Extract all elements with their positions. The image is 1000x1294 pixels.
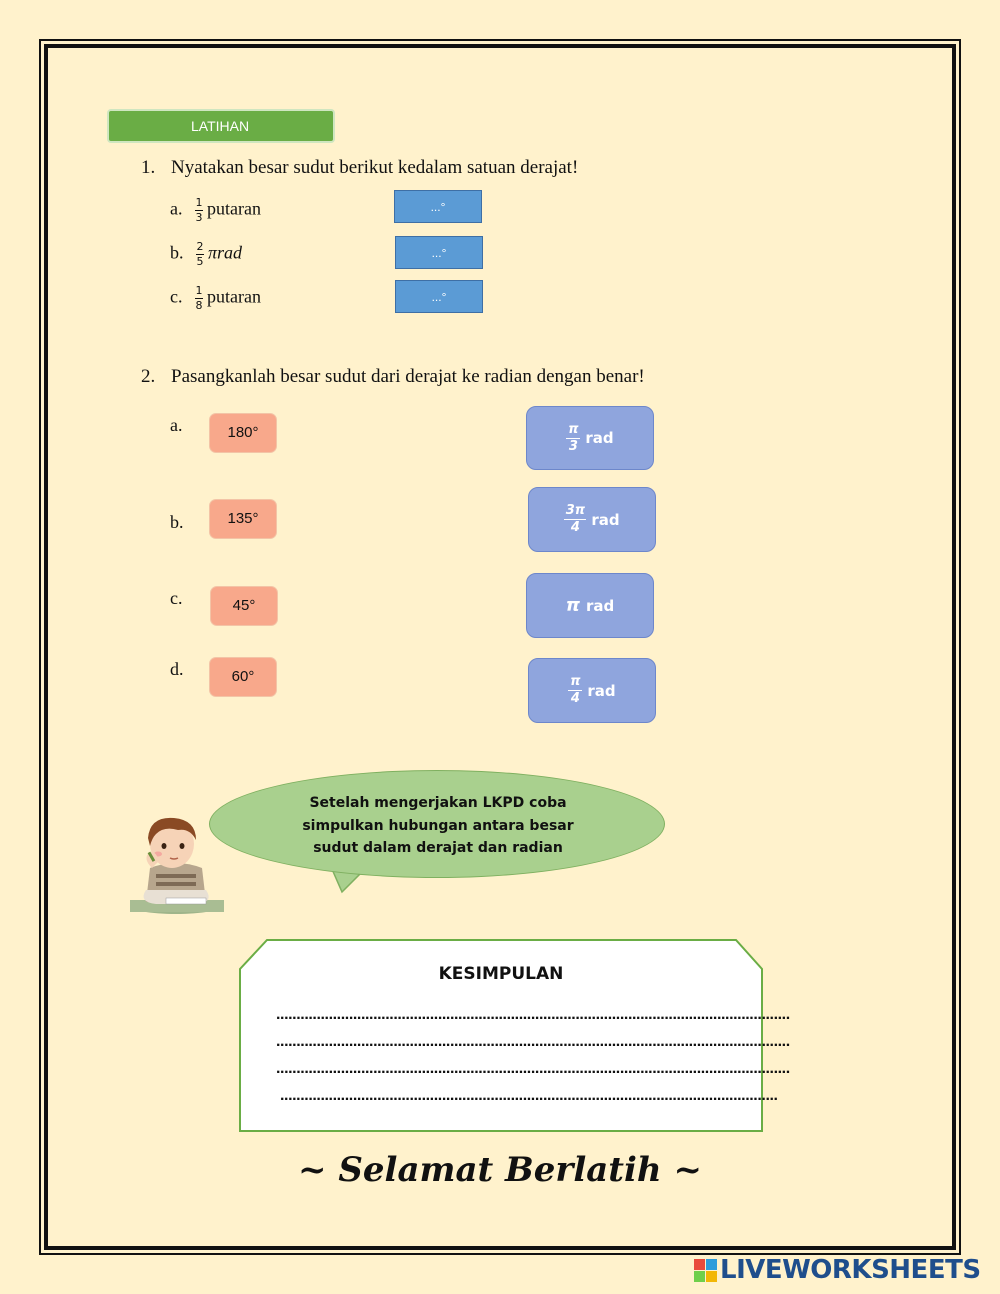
radian-card-3pi-4-den: 4 bbox=[570, 520, 580, 535]
radian-card-pi-4-num: π bbox=[570, 674, 581, 689]
liveworksheets-grid-icon bbox=[694, 1259, 717, 1282]
q1-item-a bbox=[170, 197, 261, 224]
q1-item-a-den: 3 bbox=[195, 211, 203, 224]
q1-item-b-den: 5 bbox=[196, 255, 204, 268]
q2-letter-b: b. bbox=[170, 512, 184, 532]
kesimpulan-line-2[interactable]: ............................................................................................................................... bbox=[276, 1033, 790, 1050]
kesimpulan-line-4[interactable]: ........................................................................................................................... bbox=[280, 1087, 778, 1104]
q1-item-a-suffix: putaran bbox=[207, 198, 261, 219]
degree-card-180[interactable]: 180° bbox=[209, 413, 277, 453]
q1-item-b bbox=[170, 241, 242, 268]
speech-line-3: sudut dalam derajat dan radian bbox=[313, 840, 563, 856]
q1-item-c bbox=[170, 285, 261, 312]
q1-item-c-num: 1 bbox=[195, 284, 203, 297]
q2-number: 2. bbox=[141, 366, 156, 387]
q1-text: Nyatakan besar sudut berikut kedalam satuan derajat! bbox=[171, 157, 579, 178]
q1-number: 1. bbox=[141, 157, 156, 178]
radian-card-pi-3[interactable] bbox=[526, 406, 654, 470]
radian-card-pi-3-fraction bbox=[566, 423, 580, 454]
closing-message: ~ Selamat Berlatih ~ bbox=[298, 1150, 702, 1190]
latihan-badge bbox=[107, 109, 335, 143]
q2-text: Pasangkanlah besar sudut dari derajat ke radian dengan benar! bbox=[171, 366, 645, 387]
degree-card-60[interactable]: 60° bbox=[209, 657, 277, 697]
radian-card-3pi-4[interactable] bbox=[528, 487, 656, 552]
q1-item-b-fraction bbox=[196, 241, 204, 268]
q1-item-c-letter: c. bbox=[170, 286, 183, 307]
q1-item-c-den: 8 bbox=[195, 299, 203, 312]
radian-card-pi-symbol: π bbox=[565, 595, 580, 616]
radian-card-pi-3-unit: rad bbox=[585, 429, 614, 447]
q2-letter-a: a. bbox=[170, 415, 183, 435]
radian-card-3pi-4-num: 3π bbox=[565, 503, 586, 518]
q1-item-b-num: 2 bbox=[196, 240, 204, 253]
latihan-label: LATIHAN bbox=[191, 118, 250, 134]
degree-card-135[interactable]: 135° bbox=[209, 499, 277, 539]
radian-card-pi-3-num: π bbox=[568, 421, 579, 437]
q1-item-a-letter: a. bbox=[170, 198, 183, 219]
radian-card-pi-4-fraction bbox=[568, 675, 582, 706]
liveworksheets-logo[interactable] bbox=[694, 1254, 981, 1286]
radian-card-pi-4-unit: rad bbox=[587, 681, 616, 700]
radian-card-pi-3-den: 3 bbox=[568, 438, 578, 454]
speech-line-2: simpulkan hubungan antara besar bbox=[302, 817, 574, 834]
q1-answer-a[interactable]: ...° bbox=[394, 190, 482, 223]
q2-letter-d: d. bbox=[170, 659, 184, 679]
kesimpulan-title: KESIMPULAN bbox=[438, 964, 564, 984]
radian-card-pi[interactable] bbox=[526, 573, 654, 638]
speech-line-1: Setelah mengerjakan LKPD coba bbox=[309, 795, 567, 811]
q1-item-a-fraction bbox=[195, 197, 203, 224]
degree-card-45[interactable]: 45° bbox=[210, 586, 278, 626]
kesimpulan-line-1[interactable]: ............................................................................................................................... bbox=[276, 1006, 790, 1023]
q1-answer-b[interactable]: ...° bbox=[395, 236, 483, 269]
q1-item-c-fraction bbox=[195, 285, 203, 312]
radian-card-3pi-4-fraction bbox=[564, 504, 586, 535]
radian-card-3pi-4-unit: rad bbox=[591, 510, 620, 529]
q1-item-b-suffix: πrad bbox=[208, 242, 243, 263]
speech-bubble-text bbox=[260, 792, 616, 860]
q1-item-b-letter: b. bbox=[170, 242, 184, 263]
kesimpulan-line-3[interactable]: ............................................................................................................................... bbox=[276, 1060, 790, 1077]
radian-card-pi-4[interactable] bbox=[528, 658, 656, 723]
q1-item-a-num: 1 bbox=[195, 196, 203, 209]
liveworksheets-wordmark: LIVEWORKSHEETS bbox=[720, 1255, 981, 1285]
q1-item-c-suffix: putaran bbox=[207, 286, 261, 307]
radian-card-pi-4-den: 4 bbox=[570, 691, 580, 706]
q1-answer-c[interactable]: ...° bbox=[395, 280, 483, 313]
q2-letter-c: c. bbox=[170, 588, 183, 608]
radian-card-pi-unit: rad bbox=[585, 596, 615, 615]
